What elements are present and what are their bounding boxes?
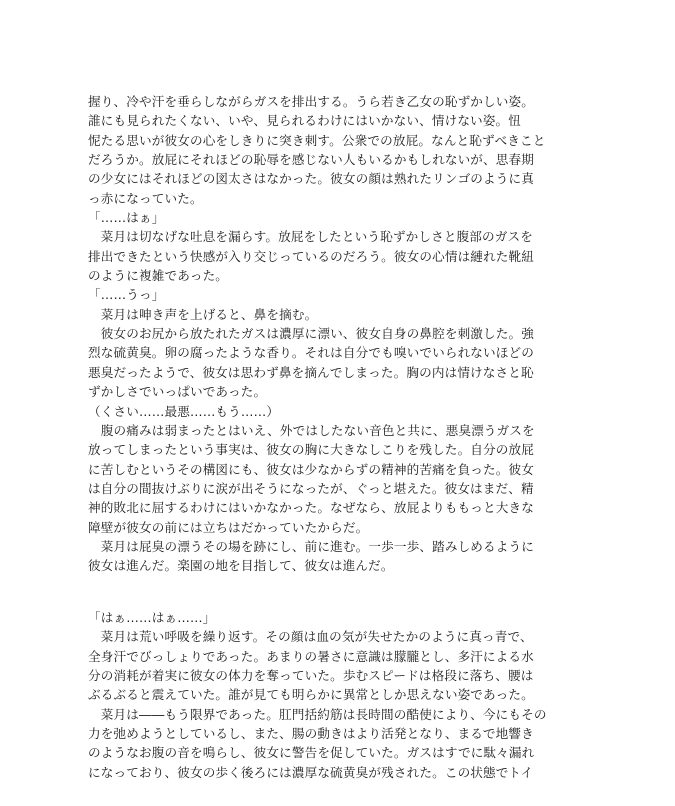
text-line: 「はぁ……はぁ……」 — [88, 610, 216, 625]
text-line: だろうか。放屁にそれほどの恥辱を感じない人もいるかもしれないが、思春期 — [88, 152, 535, 168]
text-line: 放ってしまったという事実は、彼女の胸に大きなしこりを残した。自分の放屁 — [88, 442, 535, 458]
text-line: の少女にはそれほどの図太さはなかった。彼女の顔は熟れたリンゴのように真 — [88, 171, 535, 187]
text-line: 彼女は進んだ。楽園の地を目指して、彼女は進んだ。 — [88, 558, 394, 574]
text-line: 菜月は屁臭の漂うその場を跡にし、前に進む。一歩一歩、踏みしめるように — [88, 538, 535, 554]
text-line: 菜月は切なげな吐息を漏らす。放屁をしたという恥ずかしさと腹部のガスを — [88, 229, 534, 245]
text-block-1 — [88, 92, 558, 576]
text-line: 誰にも見られたくない、いや、見られるわけにはいかない、情けない姿。忸 — [88, 113, 522, 129]
text-line: に苦しむというその構図にも、彼女は少なからずの精神的苦痛を負った。彼女 — [88, 461, 535, 477]
text-line: 全身汗でびっしょりであった。あまりの暑さに意識は朦朧とし、多汗による水 — [88, 648, 534, 664]
text-line: 菜月は荒い呼吸を繰り返す。その顔は血の気が失せたかのように真っ青で、 — [88, 629, 533, 645]
text-line: 菜月は呻き声を上げると、鼻を摘む。 — [88, 306, 318, 322]
text-line: 力を弛めようとしているし、また、腸の動きはより活発となり、まるで地響き — [88, 726, 534, 742]
text-line: のように複雑であった。 — [88, 268, 229, 284]
text-line: 握り、冷や汗を垂らしながらガスを排出する。うら若き乙女の恥ずかしい姿。 — [88, 94, 535, 109]
text-line: は自分の間抜けぶりに涙が出そうになったが、ぐっと堪えた。彼女はまだ、精 — [88, 480, 534, 496]
text-line: のようなお腹の音を鳴らし、彼女に警告を促していた。ガスはすでに駄々漏れ — [88, 745, 535, 761]
text-line: 悪臭だったようで、彼女は思わず鼻を摘んでしまった。胸の内は情けなさと恥 — [88, 364, 534, 380]
text-line: 分の消耗が着実に彼女の体力を奪っていた。歩むスピードは格段に落ち、腰は — [88, 668, 534, 684]
text-line: 排出できたという快感が入り交じっているのだろう。彼女の心情は縺れた靴紐 — [88, 248, 535, 264]
text-line: 神的敗北に屈するわけにはいかなかった。なぜなら、放屁よりももっと大きな — [88, 500, 535, 516]
text-block-2 — [88, 608, 558, 782]
text-line: 障壁が彼女の前には立ちはだかっていたからだ。 — [88, 519, 369, 535]
text-line: 烈な硫黄臭。卵の腐ったような香り。それは自分でも嗅いでいられないほどの — [88, 345, 535, 361]
text-line: 「……はぁ」 — [88, 210, 165, 226]
text-line: （くさい……最悪……もう……） — [88, 403, 280, 419]
text-line: 怩たる思いが彼女の心をしきりに突き刺す。公衆での放屁。なんと恥ずべきこと — [88, 132, 546, 148]
text-line: ぶるぶると震えていた。誰が見ても明らかに異常としか思えない姿であった。 — [88, 687, 534, 703]
text-line: っ赤になっていた。 — [88, 190, 203, 206]
text-line: ずかしさでいっぱいであった。 — [88, 384, 267, 400]
text-line: になっており、彼女の歩く後ろには濃厚な硫黄臭が残された。この状態でトイ — [88, 764, 534, 780]
text-line: 菜月は――もう限界であった。肛門括約筋は長時間の酷使により、今にもその — [88, 706, 547, 722]
text-line: 腹の痛みは弱まったとはいえ、外ではしたない音色と共に、悪臭漂うガスを — [88, 422, 535, 438]
text-line: 「……うっ」 — [88, 287, 165, 303]
text-line: 彼女のお尻から放たれたガスは濃厚に漂い、彼女自身の鼻腔を刺激した。強 — [88, 326, 535, 342]
